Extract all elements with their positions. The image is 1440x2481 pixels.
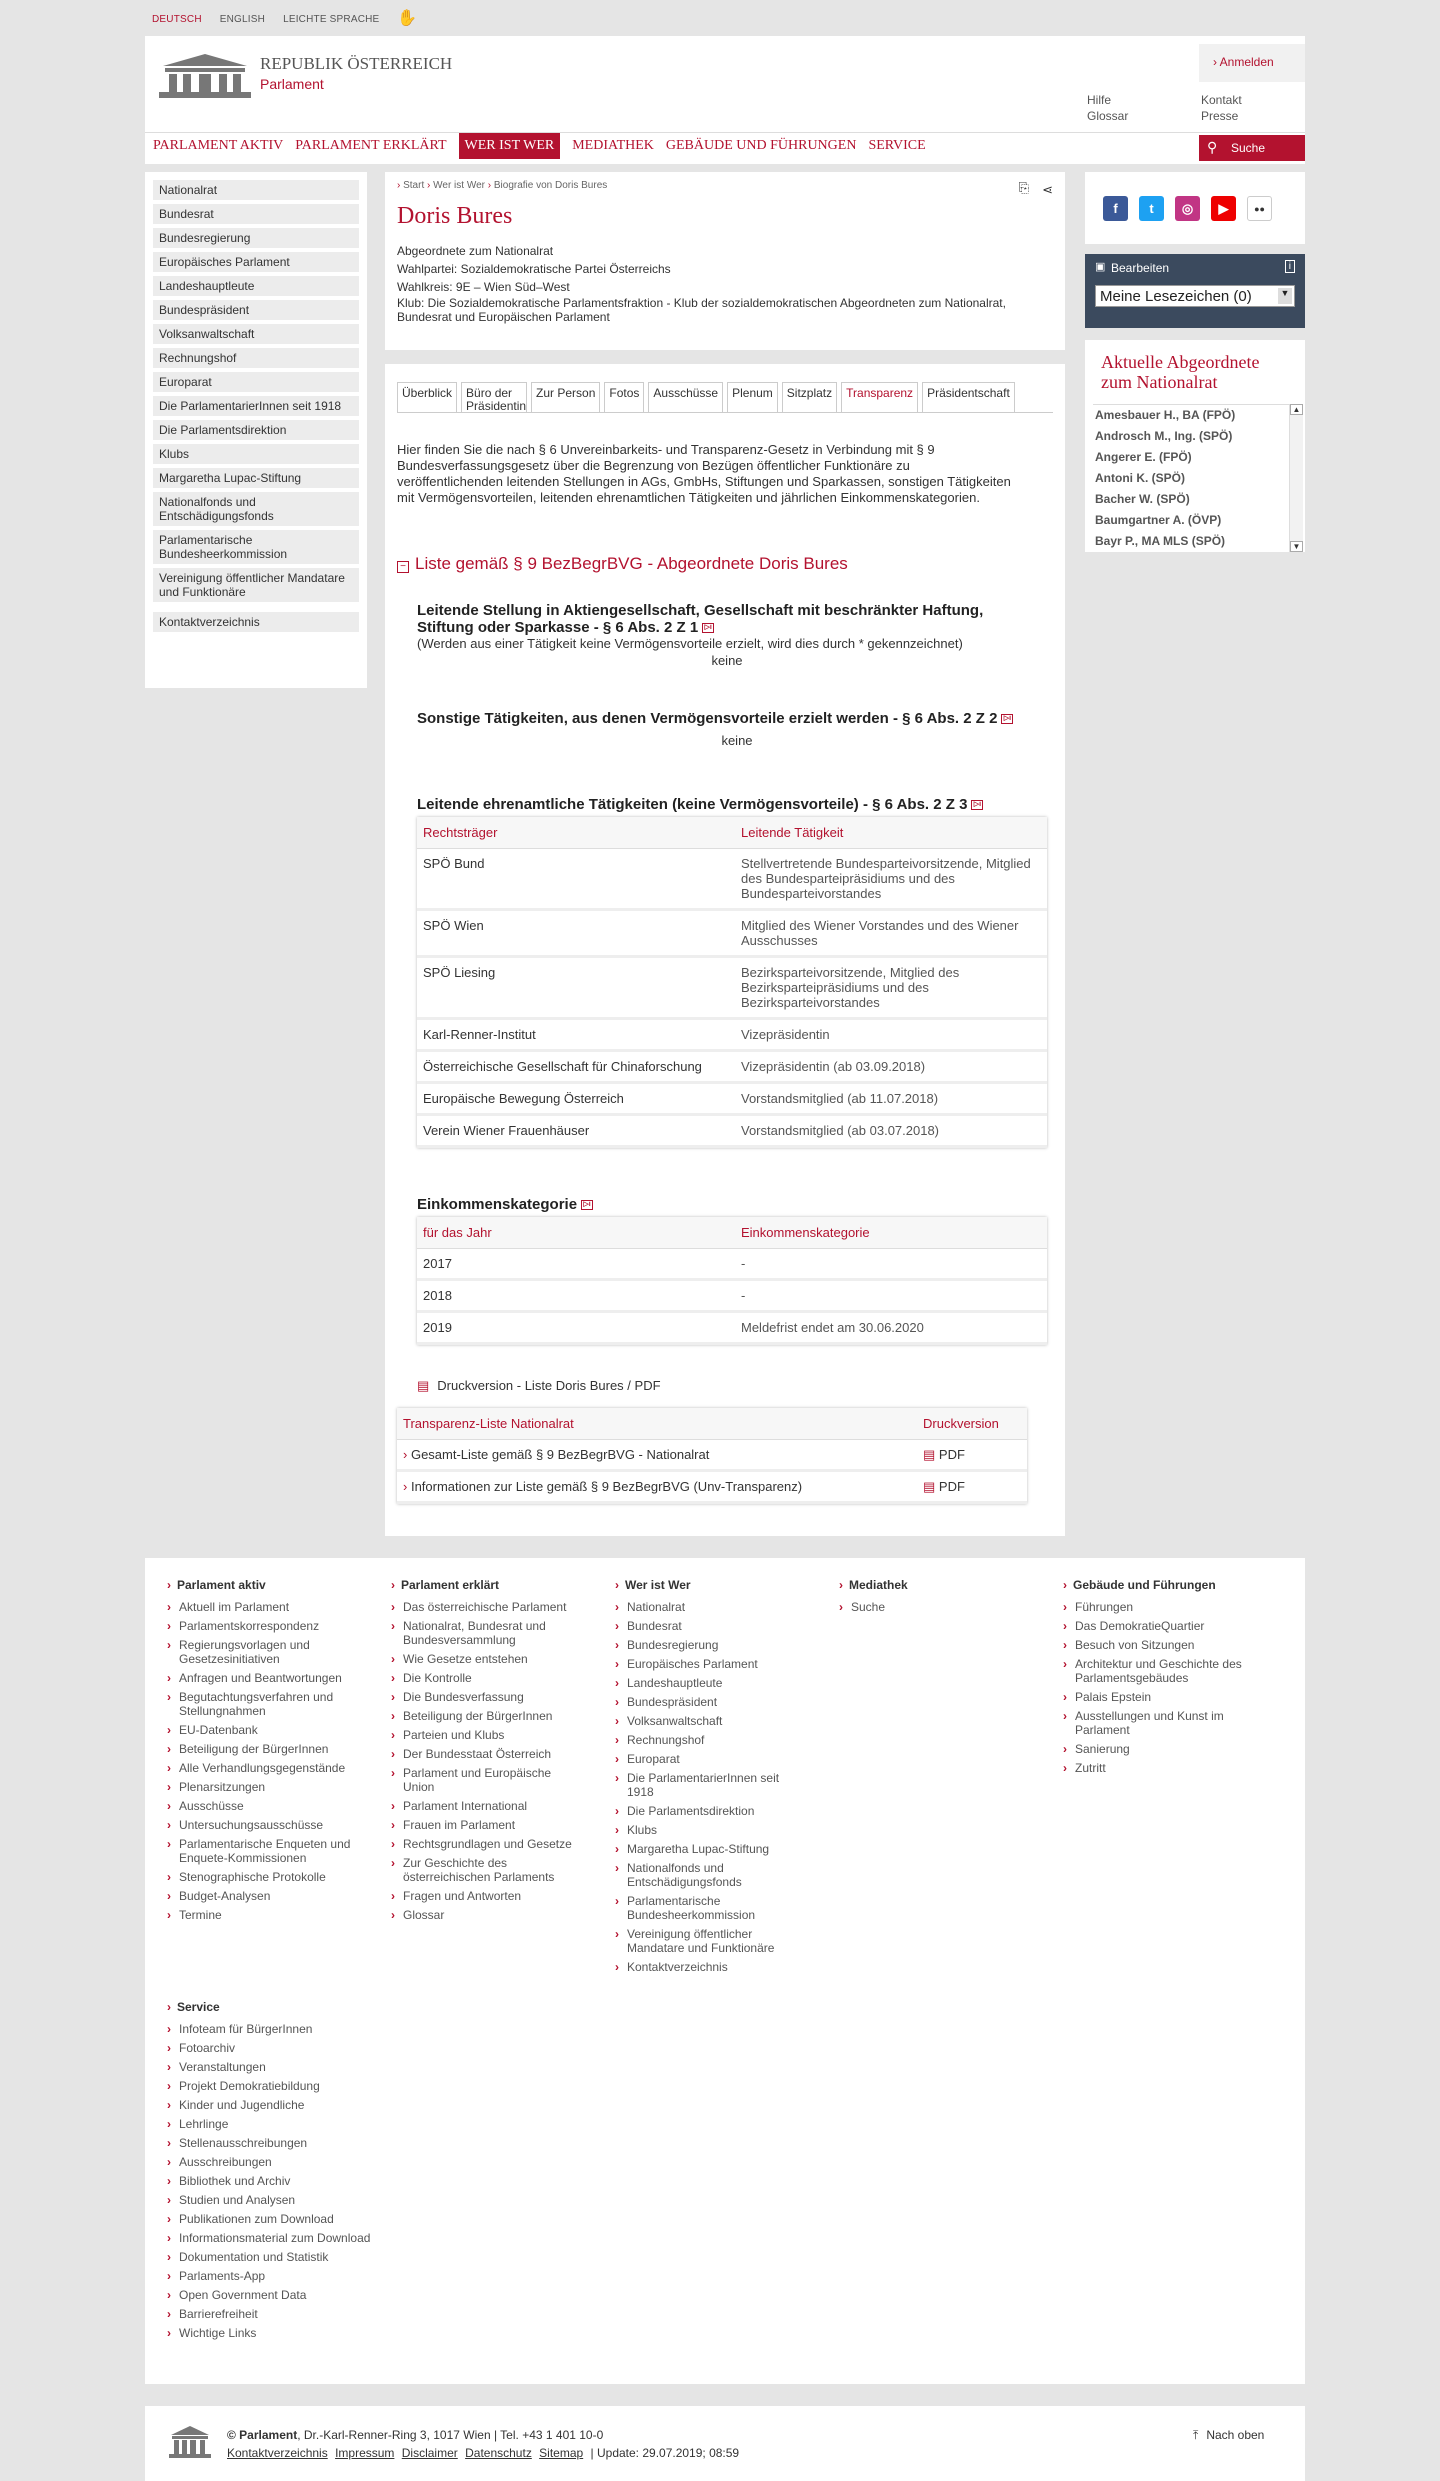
footer-link[interactable]: › Sanierung: [1063, 1742, 1253, 1756]
table-cell: Stellvertretende Bundesparteivorsitzende, Mitglied des Bundesparteipräsidiums und des Bundesparteivorstandes: [735, 849, 1047, 910]
table-cell: SPÖ Wien: [417, 910, 735, 957]
collapse-icon[interactable]: −: [397, 561, 409, 573]
footer-col-mediathek: [839, 1578, 1029, 1619]
table-cell: -: [735, 1249, 1047, 1280]
list-item[interactable]: Bacher W. (SPÖ): [1095, 492, 1190, 506]
footer-link[interactable]: › Bundespräsident: [615, 1695, 805, 1709]
footer-link[interactable]: › Kinder und Jugendliche: [167, 2098, 387, 2112]
bookmark-icon[interactable]: ⎘: [1018, 180, 1029, 195]
transparency-content: [385, 364, 1065, 1536]
list-item[interactable]: Amesbauer H., BA (FPÖ): [1095, 408, 1236, 422]
instagram-icon[interactable]: ◎: [1175, 196, 1200, 221]
share-icon[interactable]: ⋖: [1042, 182, 1053, 197]
footer-link[interactable]: › Nationalfonds und Entschädigungsfonds: [615, 1861, 805, 1889]
login-button[interactable]: › Anmelden: [1199, 44, 1305, 82]
contact-link[interactable]: Kontakt: [1201, 93, 1242, 107]
footer-link[interactable]: › Margaretha Lupac-Stiftung: [615, 1842, 805, 1856]
print-version-label: Druckversion - Liste Doris Bures / PDF: [437, 1378, 661, 1393]
sec1-note: (Werden aus einer Tätigkeit keine Vermögensvorteile erzielt, wird dies durch * gekennzeichnet): [417, 636, 963, 651]
table-cell: 2018: [417, 1280, 735, 1312]
sidebar-item-nationalfonds[interactable]: Nationalfonds und Entschädigungsfonds: [153, 492, 359, 526]
footer-link-impressum[interactable]: Impressum: [335, 2446, 395, 2460]
footer-link[interactable]: › Frauen im Parlament: [391, 1818, 581, 1832]
table-cell: Vorstandsmitglied (ab 11.07.2018): [735, 1083, 1047, 1115]
sec4-title: Einkommenskategorie: [417, 1196, 578, 1213]
table-cell: Vorstandsmitglied (ab 03.07.2018): [735, 1115, 1047, 1147]
edit-panel: [1085, 254, 1305, 328]
nav-parlament-erklaert[interactable]: PARLAMENT ERKLÄRT: [295, 138, 447, 153]
footer-link[interactable]: › Palais Epstein: [1063, 1690, 1253, 1704]
pdf-link[interactable]: [917, 1471, 1027, 1503]
search-icon: ⚲: [1207, 139, 1218, 155]
footer-link[interactable]: › Termine: [167, 1908, 357, 1922]
nav-parlament-aktiv[interactable]: PARLAMENT AKTIV: [153, 138, 284, 153]
pdf-label: PDF: [938, 1447, 965, 1462]
link-label: Informationen zur Liste gemäß § 9 BezBegrBVG (Unv-Transparenz): [410, 1479, 803, 1494]
tab-fotos[interactable]: Fotos: [604, 382, 644, 412]
footer-col-wer-ist-wer: [615, 1578, 805, 1979]
scroll-down-icon[interactable]: ▼: [1290, 541, 1303, 552]
table-cell: Karl-Renner-Institut: [417, 1019, 735, 1051]
main-nav: [145, 132, 1305, 160]
nav-mediathek[interactable]: MEDIATHEK: [572, 138, 654, 153]
footer-link[interactable]: › Ausschüsse: [167, 1799, 357, 1813]
profile-district: Wahlkreis: 9E – Wien Süd–West: [397, 280, 570, 294]
footer-link[interactable]: › Die ParlamentarierInnen seit 1918: [615, 1771, 805, 1799]
table-row: [417, 1249, 1047, 1280]
income-table: [417, 1217, 1047, 1345]
footer-link[interactable]: › Klubs: [615, 1823, 805, 1837]
list-item[interactable]: Baumgartner A. (ÖVP): [1095, 513, 1222, 527]
footer-link[interactable]: › Stellenausschreibungen: [167, 2136, 387, 2150]
profile-club: Klub: Die Sozialdemokratische Parlamentsfraktion - Klub der sozialdemokratischen Abgeordneten zum Nationalrat, Bundesrat und Europäischen Parlament: [397, 296, 1006, 324]
bottom-bar: [145, 2406, 1305, 2481]
footer-link[interactable]: › Begutachtungsverfahren und Stellungnahmen: [167, 1690, 357, 1718]
footer-link-sitemap[interactable]: Sitemap: [539, 2446, 584, 2460]
footer-link[interactable]: › Wie Gesetze entstehen: [391, 1652, 581, 1666]
current-mps-list[interactable]: [1093, 404, 1289, 550]
lang-en[interactable]: ENGLISH: [219, 14, 266, 25]
tab-zur-person[interactable]: Zur Person: [531, 382, 600, 412]
footer-link[interactable]: › Publikationen zum Download: [167, 2212, 387, 2226]
footer-link[interactable]: › Zur Geschichte des österreichischen Parlaments: [391, 1856, 581, 1884]
breadcrumb-start[interactable]: Start: [403, 180, 425, 191]
table-cell: Verein Wiener Frauenhäuser: [417, 1115, 735, 1147]
ehrenamt-table: [417, 817, 1047, 1148]
footer-link[interactable]: › Fragen und Antworten: [391, 1889, 581, 1903]
logo-subtitle: Parlament: [260, 76, 324, 92]
footer-link[interactable]: › Die Kontrolle: [391, 1671, 581, 1685]
footer-link[interactable]: › Aktuell im Parlament: [167, 1600, 357, 1614]
flickr-icon[interactable]: ●●: [1247, 196, 1272, 221]
footer-link[interactable]: › Ausstellungen und Kunst im Parlament: [1063, 1709, 1253, 1737]
col-header: Druckversion: [917, 1408, 1027, 1440]
sign-language-icon[interactable]: ✋: [397, 10, 418, 27]
table-cell: Europäische Bewegung Österreich: [417, 1083, 735, 1115]
glossary-link[interactable]: Glossar: [1087, 109, 1129, 123]
pdf-link[interactable]: [917, 1440, 1027, 1471]
footer-link[interactable]: › Anfragen und Beantwortungen: [167, 1671, 357, 1685]
footer-heading[interactable]: › Mediathek: [839, 1578, 1029, 1592]
login-label: Anmelden: [1219, 55, 1274, 69]
sidebar-item-bundesheerkommission[interactable]: Parlamentarische Bundesheerkommission: [153, 530, 359, 564]
sidebar-item-eu-parlament[interactable]: Europäisches Parlament: [153, 252, 359, 272]
footer-link[interactable]: › Rechtsgrundlagen und Gesetze: [391, 1837, 581, 1851]
table-cell: Vizepräsidentin (ab 03.09.2018): [735, 1051, 1047, 1083]
bookmarks-select-value: Meine Lesezeichen (0): [1100, 288, 1252, 305]
lang-easy[interactable]: LEICHTE SPRACHE: [283, 14, 380, 25]
breadcrumb-current: Biografie von Doris Bures: [493, 180, 608, 191]
sidebar-item-bundesrat[interactable]: Bundesrat: [153, 204, 359, 224]
footer-link[interactable]: › Lehrlinge: [167, 2117, 387, 2131]
footer-link[interactable]: › Alle Verhandlungsgegenstände: [167, 1761, 357, 1775]
tab-plenum[interactable]: Plenum: [727, 382, 778, 412]
sec3-title: Leitende ehrenamtliche Tätigkeiten (keine Vermögensvorteile) - § 6 Abs. 2 Z 3: [417, 796, 968, 813]
profile-party: Wahlpartei: Sozialdemokratische Partei Österreichs: [397, 262, 671, 276]
footer-heading[interactable]: › Service: [167, 2000, 387, 2014]
footer-link[interactable]: › Führungen: [1063, 1600, 1253, 1614]
col-header: Leitende Tätigkeit: [735, 817, 1047, 849]
footer-link[interactable]: › Das österreichische Parlament: [391, 1600, 581, 1614]
pdf-icon: ▤: [417, 1378, 430, 1393]
table-cell: -: [735, 1280, 1047, 1312]
footer-link[interactable]: › Parlamentarische Bundesheerkommission: [615, 1894, 805, 1922]
nav-gebaeude[interactable]: GEBÄUDE UND FÜHRUNGEN: [665, 138, 857, 153]
profile-role: Abgeordnete zum Nationalrat: [397, 244, 554, 258]
gesamt-liste-link[interactable]: › Gesamt-Liste gemäß § 9 BezBegrBVG - Nationalrat: [397, 1440, 917, 1471]
facebook-icon[interactable]: f: [1103, 196, 1128, 221]
footer-link[interactable]: › EU-Datenbank: [167, 1723, 357, 1737]
sidebar-item-rechnungshof[interactable]: Rechnungshof: [153, 348, 359, 368]
print-version-link[interactable]: [417, 1378, 661, 1394]
table-row: [417, 1312, 1047, 1344]
footer-link[interactable]: › Beteiligung der BürgerInnen: [391, 1709, 581, 1723]
footer-heading[interactable]: › Parlament erklärt: [391, 1578, 581, 1592]
sidebar-nav: [145, 172, 367, 688]
tab-ausschuesse[interactable]: Ausschüsse: [648, 382, 723, 412]
footer-link[interactable]: › Architektur und Geschichte des Parlamentsgebäudes: [1063, 1657, 1253, 1685]
footer-link[interactable]: › Budget-Analysen: [167, 1889, 357, 1903]
info-icon[interactable]: ▷i: [581, 1200, 593, 1210]
footer-link[interactable]: › Europarat: [615, 1752, 805, 1766]
footer-link[interactable]: › Parlamentskorrespondenz: [167, 1619, 357, 1633]
footer-link[interactable]: › Die Bundesverfassung: [391, 1690, 581, 1704]
list-item[interactable]: Bayr P., MA MLS (SPÖ): [1095, 534, 1226, 548]
scrollbar[interactable]: [1289, 404, 1303, 552]
footer-link[interactable]: › Studien und Analysen: [167, 2193, 387, 2207]
table-cell: Mitglied des Wiener Vorstandes und des Wiener Ausschusses: [735, 910, 1047, 957]
transparency-list-table: [397, 1408, 1027, 1504]
lang-de[interactable]: DEUTSCH: [152, 14, 202, 25]
tab-transparenz[interactable]: Transparenz: [841, 382, 918, 412]
table-cell: Österreichische Gesellschaft für Chinaforschung: [417, 1051, 735, 1083]
info-icon[interactable]: ▷i: [702, 623, 714, 633]
table-row: [417, 1051, 1047, 1083]
table-row: [417, 910, 1047, 957]
breadcrumb-wer-ist-wer[interactable]: Wer ist Wer: [433, 180, 485, 191]
sidebar-item-parlamentsdirektion[interactable]: Die Parlamentsdirektion: [153, 420, 359, 440]
table-cell: Vizepräsidentin: [735, 1019, 1047, 1051]
footer-link[interactable]: › Open Government Data: [167, 2288, 387, 2302]
sidebar-item-kontakt[interactable]: Kontaktverzeichnis: [153, 612, 359, 632]
footer-link[interactable]: › Projekt Demokratiebildung: [167, 2079, 387, 2093]
footer-link[interactable]: › Nationalrat, Bundesrat und Bundesversammlung: [391, 1619, 581, 1647]
nav-service[interactable]: SERVICE: [868, 138, 926, 153]
sidebar-item-parlamentarier[interactable]: Die ParlamentarierInnen seit 1918: [153, 396, 359, 416]
col-header: Transparenz-Liste Nationalrat: [397, 1408, 917, 1440]
list-item[interactable]: Angerer E. (FPÖ): [1095, 450, 1192, 464]
profile-panel: [385, 172, 1065, 350]
scroll-up-icon[interactable]: ▲: [1290, 404, 1303, 415]
sidebar-item-klubs[interactable]: Klubs: [153, 444, 359, 464]
table-cell: 2017: [417, 1249, 735, 1280]
back-to-top-link[interactable]: [1193, 2428, 1264, 2443]
table-row: [417, 957, 1047, 1019]
table-cell: SPÖ Liesing: [417, 957, 735, 1019]
list-heading[interactable]: [397, 554, 848, 574]
youtube-icon[interactable]: ▶: [1211, 196, 1236, 221]
tab-praesidentschaft[interactable]: Präsidentschaft: [922, 382, 1015, 412]
edit-title: Bearbeiten: [1111, 261, 1170, 275]
table-row: [397, 1440, 1027, 1471]
footer-link[interactable]: › Bibliothek und Archiv: [167, 2174, 387, 2188]
twitter-icon[interactable]: t: [1139, 196, 1164, 221]
sec1-title: Leitende Stellung in Aktiengesellschaft, Gesellschaft mit beschränkter Haftung, Stiftung oder Sparkasse - § 6 Abs. 2 Z 1: [417, 602, 984, 636]
footer-col-service: [167, 2000, 387, 2345]
address: , Dr.-Karl-Renner-Ring 3, 1017 Wien | Tel. +43 1 401 10-0: [297, 2428, 604, 2442]
sidebar-item-lupac-stiftung[interactable]: Margaretha Lupac-Stiftung: [153, 468, 359, 488]
footer-link[interactable]: › Die Parlamentsdirektion: [615, 1804, 805, 1818]
tab-buero[interactable]: Büro der Präsidentin: [461, 382, 527, 412]
footer-link-kontakt[interactable]: Kontaktverzeichnis: [227, 2446, 328, 2460]
footer-link[interactable]: › Das DemokratieQuartier: [1063, 1619, 1253, 1633]
footer-link[interactable]: › Europäisches Parlament: [615, 1657, 805, 1671]
table-row: [397, 1471, 1027, 1503]
sidebar-item-volksanwaltschaft[interactable]: Volksanwaltschaft: [153, 324, 359, 344]
footer-link[interactable]: › Veranstaltungen: [167, 2060, 387, 2074]
footer-link-datenschutz[interactable]: Datenschutz: [465, 2446, 532, 2460]
footer-link[interactable]: › Vereinigung öffentlicher Mandatare und Funktionäre: [615, 1927, 805, 1955]
footer-link[interactable]: › Rechnungshof: [615, 1733, 805, 1747]
list-item[interactable]: Antoni K. (SPÖ): [1095, 471, 1185, 485]
footer-link[interactable]: › Zutritt: [1063, 1761, 1253, 1775]
col-header: für das Jahr: [417, 1217, 735, 1249]
bookmarks-select[interactable]: [1095, 285, 1295, 307]
footer-heading[interactable]: › Wer ist Wer: [615, 1578, 805, 1592]
sidebar-item-bundespraesident[interactable]: Bundespräsident: [153, 300, 359, 320]
footer-link[interactable]: › Glossar: [391, 1908, 581, 1922]
sec2-value: keine: [721, 733, 753, 748]
footer-link[interactable]: › Stenographische Protokolle: [167, 1870, 357, 1884]
back-to-top-label: Nach oben: [1206, 2428, 1265, 2442]
col-header: Einkommenskategorie: [735, 1217, 1047, 1249]
info-icon[interactable]: ▷i: [1001, 714, 1013, 724]
footer-link[interactable]: › Der Bundesstaat Österreich: [391, 1747, 581, 1761]
chevron-down-icon[interactable]: ▼: [1278, 288, 1292, 304]
footer-col-parlament-erklaert: [391, 1578, 581, 1927]
footer-link[interactable]: › Ausschreibungen: [167, 2155, 387, 2169]
table-row: [417, 849, 1047, 910]
footer-link[interactable]: › Bundesrat: [615, 1619, 805, 1633]
footer-link[interactable]: › Parteien und Klubs: [391, 1728, 581, 1742]
footer-link[interactable]: › Untersuchungsausschüsse: [167, 1818, 357, 1832]
footer-link[interactable]: › Plenarsitzungen: [167, 1780, 357, 1794]
sidebar-item-bundesregierung[interactable]: Bundesregierung: [153, 228, 359, 248]
site-footer: [145, 1558, 1305, 2384]
table-row: [417, 1280, 1047, 1312]
footer-link[interactable]: › Parlaments-App: [167, 2269, 387, 2283]
language-bar: [152, 10, 418, 27]
footer-col-parlament-aktiv: [167, 1578, 357, 1927]
table-cell: Meldefrist endet am 30.06.2020: [735, 1312, 1047, 1344]
table-row: [417, 1083, 1047, 1115]
page-title: Doris Bures: [397, 203, 513, 229]
social-links: [1085, 172, 1305, 244]
edit-icon: ▣: [1095, 261, 1106, 273]
arrow-up-icon: ⤒: [1193, 2428, 1199, 2442]
copyright: © Parlament: [227, 2428, 298, 2442]
table-row: [417, 1019, 1047, 1051]
pdf-icon: ▤: [923, 1479, 939, 1494]
sidebar-item-vereinigung[interactable]: Vereinigung öffentlicher Mandatare und Funktionäre: [153, 568, 359, 602]
parliament-logo-icon[interactable]: [169, 2426, 211, 2458]
site-header: [145, 36, 1305, 164]
footer-link[interactable]: › Suche: [839, 1600, 1029, 1614]
sidebar-item-landeshauptleute[interactable]: Landeshauptleute: [153, 276, 359, 296]
tab-ueberblick[interactable]: Überblick: [397, 382, 457, 412]
footer-link[interactable]: › Fotoarchiv: [167, 2041, 387, 2055]
sidebar-item-nationalrat[interactable]: Nationalrat: [153, 180, 359, 200]
table-cell: SPÖ Bund: [417, 849, 735, 910]
nav-wer-ist-wer[interactable]: WER IST WER: [459, 133, 561, 159]
intro-text: Hier finden Sie die nach § 6 Unvereinbarkeits- und Transparenz-Gesetz in Verbindung mit § 9 Bundesverfassungsgesetz über die Begrenzung von Bezügen öffentlicher Funktionäre zu veröffentlichenden leitenden Stellungen in AGs, GmbHs, Stiftungen und Sparkassen, sonstigen Tätigkeiten mit Vermögensvorteilen, leitenden ehrenamtlichen Tätigkeiten und jährlichen Einkommenskategorien.: [397, 442, 1011, 505]
footer-link[interactable]: › Landeshauptleute: [615, 1676, 805, 1690]
footer-link[interactable]: › Wichtige Links: [167, 2326, 387, 2340]
help-link[interactable]: Hilfe: [1087, 93, 1112, 107]
update-date: | Update: 29.07.2019; 08:59: [590, 2446, 740, 2460]
pdf-icon: ▤: [923, 1447, 939, 1462]
current-mps-title: Aktuelle Abgeordnete zum Nationalrat: [1101, 352, 1260, 392]
current-mps-panel: [1085, 340, 1305, 552]
sec2-title: Sonstige Tätigkeiten, aus denen Vermögensvorteile erzielt werden - § 6 Abs. 2 Z 2: [417, 710, 998, 727]
footer-link[interactable]: › Regierungsvorlagen und Gesetzesinitiativen: [167, 1638, 357, 1666]
info-icon[interactable]: ▷i: [971, 800, 983, 810]
footer-heading[interactable]: › Gebäude und Führungen: [1063, 1578, 1253, 1592]
footer-link-disclaimer[interactable]: Disclaimer: [401, 2446, 458, 2460]
info-icon[interactable]: i: [1285, 260, 1295, 273]
info-liste-link[interactable]: › Informationen zur Liste gemäß § 9 BezBegrBVG (Unv-Transparenz): [397, 1471, 917, 1503]
footer-link[interactable]: › Dokumentation und Statistik: [167, 2250, 387, 2264]
footer-heading[interactable]: › Parlament aktiv: [167, 1578, 357, 1592]
footer-link[interactable]: › Nationalrat: [615, 1600, 805, 1614]
footer-link[interactable]: › Parlament und Europäische Union: [391, 1766, 581, 1794]
footer-link[interactable]: › Parlament International: [391, 1799, 581, 1813]
footer-link[interactable]: › Beteiligung der BürgerInnen: [167, 1742, 357, 1756]
table-cell: Bezirksparteivorsitzende, Mitglied des Bezirksparteipräsidiums und des Bezirksparteivorstandes: [735, 957, 1047, 1019]
footer-link[interactable]: › Volksanwaltschaft: [615, 1714, 805, 1728]
footer-link[interactable]: › Infoteam für BürgerInnen: [167, 2022, 387, 2036]
sidebar-item-europarat[interactable]: Europarat: [153, 372, 359, 392]
profile-tabs: [397, 382, 1019, 412]
parliament-logo-icon[interactable]: [159, 54, 251, 98]
sec1-value: keine: [711, 653, 743, 668]
footer-link[interactable]: › Kontaktverzeichnis: [615, 1960, 805, 1974]
tab-sitzplatz[interactable]: Sitzplatz: [782, 382, 837, 412]
footer-link[interactable]: › Bundesregierung: [615, 1638, 805, 1652]
footer-link[interactable]: › Besuch von Sitzungen: [1063, 1638, 1253, 1652]
footer-col-gebaeude: [1063, 1578, 1253, 1780]
footer-link[interactable]: › Parlamentarische Enqueten und Enquete-Kommissionen: [167, 1837, 357, 1865]
search-label: Suche: [1231, 141, 1266, 155]
table-row: [417, 1115, 1047, 1147]
press-link[interactable]: Presse: [1201, 109, 1239, 123]
footer-link[interactable]: › Barrierefreiheit: [167, 2307, 387, 2321]
table-cell: 2019: [417, 1312, 735, 1344]
list-item[interactable]: Androsch M., Ing. (SPÖ): [1095, 429, 1233, 443]
pdf-label: PDF: [938, 1479, 965, 1494]
col-header: Rechtsträger: [417, 817, 735, 849]
breadcrumb: › Start › Wer ist Wer › Biografie von Doris Bures: [397, 180, 608, 191]
search-button[interactable]: [1199, 135, 1305, 161]
logo-title: REPUBLIK ÖSTERREICH: [260, 54, 453, 73]
link-label: Gesamt-Liste gemäß § 9 BezBegrBVG - Nationalrat: [410, 1447, 710, 1462]
list-title: Liste gemäß § 9 BezBegrBVG - Abgeordnete Doris Bures: [415, 554, 848, 573]
footer-link[interactable]: › Informationsmaterial zum Download: [167, 2231, 387, 2245]
